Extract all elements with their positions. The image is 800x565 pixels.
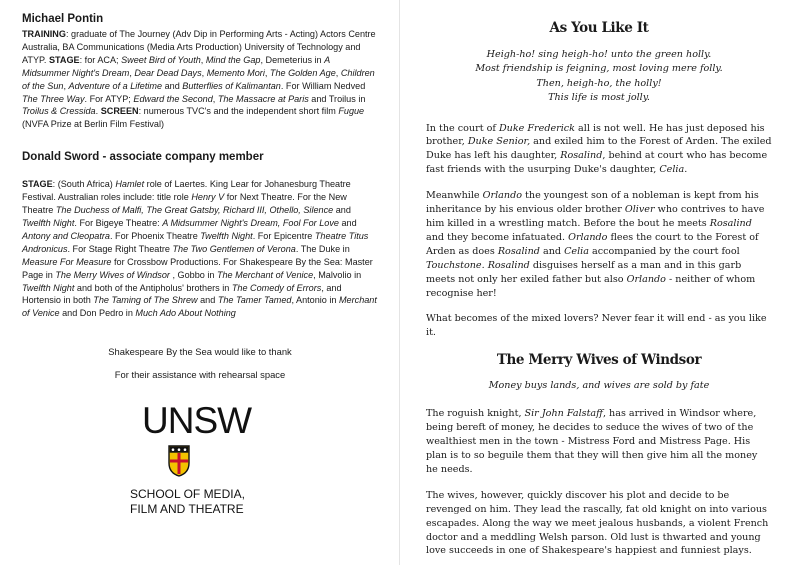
text-run: who contrives to have him killed in a wrestling match. Before the bout he meets — [426, 204, 765, 229]
text-run: - neither of whom recognise her! — [426, 273, 756, 299]
play-title-merry-wives: The Merry Wives of Windsor — [496, 352, 702, 369]
text-run: , — [201, 67, 207, 78]
text-run: , Gobbo in — [169, 269, 217, 280]
text-run: all is not well. He has just deposed his brother, — [426, 122, 765, 148]
right-page — [400, 0, 800, 565]
text-run: A Midsummer Night's Dream, Fool For Love — [162, 217, 339, 228]
text-run: Dear Dead Days — [134, 67, 202, 78]
text-run: . — [481, 259, 488, 271]
text-run: Twelfth Night — [22, 217, 75, 228]
text-run: , and Hortensio in both — [22, 282, 342, 306]
text-run: Duke Frederick — [498, 122, 575, 134]
text-run: Rosalind — [497, 245, 540, 257]
text-run: , — [129, 67, 135, 78]
text-run: and — [338, 217, 357, 228]
text-run: Adventure of a Lifetime — [68, 80, 163, 91]
text-run: Touchstone — [426, 259, 482, 271]
text-run: The Massacre at Paris — [217, 93, 309, 104]
text-run: Celia. — [659, 164, 688, 176]
thanks-line-1: Shakespeare By the Sea would like to thank — [108, 346, 292, 358]
text-run: : graduate of The Journey (Adv Dip in Performing Arts - Acting) Actors Centre Australia, BA Communications (Media Arts Production) University of Technology and ATYP. — [22, 29, 376, 65]
text-run: disguises herself as a man and in this garb meets not only her exiled father but also — [426, 259, 742, 285]
text-run: and both of the Antipholus' brothers in — [74, 282, 232, 293]
text-run: Sweet Bird of Youth — [121, 54, 201, 65]
text-run: . For Epicentre — [252, 230, 315, 241]
text-run: and exiled him to the Forest of Arden. The exiled Duke has left his daughter, — [426, 136, 772, 162]
text-run: The Golden Age — [269, 67, 336, 78]
unsw-faculty-line-1: SCHOOL OF MEDIA, — [130, 487, 245, 501]
text-run: Orlando — [568, 231, 608, 243]
text-run: Rosalind — [560, 150, 603, 162]
text-run: Duke Senior, — [467, 136, 531, 148]
text-run: What becomes of the mixed lovers? Never fear it will end - as you like it. — [426, 313, 767, 339]
text-run: the youngest son of a nobleman is kept from his inheritance by his envious older brother — [426, 190, 759, 216]
text-run: , Malvolio in — [313, 269, 362, 280]
text-run: , — [63, 80, 69, 91]
text-run: . — [95, 106, 101, 117]
text-run: . For Phoenix Theatre — [109, 230, 201, 241]
synopsis-paragraph — [426, 189, 772, 300]
unsw-faculty-line-2: FILM AND THEATRE — [130, 502, 244, 516]
text-run: The Merry Wives of Windsor — [55, 269, 170, 280]
text-run: Butterflies of Kalimantan — [182, 80, 281, 91]
bio-text-donald — [22, 178, 378, 320]
verse-line: This life is most jolly. — [548, 92, 650, 104]
bio-text-michael — [22, 28, 378, 131]
text-run: The Taming of The Shrew — [93, 295, 198, 306]
text-run: Troilus & Cressida — [22, 106, 96, 117]
text-run: , — [200, 54, 206, 65]
bio-name-donald: Donald Sword - associate company member — [22, 151, 264, 164]
text-run: Twelfth Night — [22, 282, 75, 293]
text-run: and Don Pedro in — [59, 308, 136, 319]
text-run: , behind at court who has become fast friends with the usurping Duke's daughter, — [426, 150, 768, 176]
text-run: Children of the Sun — [22, 67, 375, 91]
text-run: (NVFA Prize at Berlin Film Festival) — [22, 119, 164, 130]
unsw-logo — [130, 400, 278, 517]
text-run: and Troilus in — [308, 93, 366, 104]
text-run: Antony and Cleopatra — [22, 230, 110, 241]
text-run: The Two Gentlemen of Verona — [172, 243, 296, 254]
text-run: and they become infatuated. — [426, 231, 569, 243]
synopsis-paragraph — [426, 407, 772, 477]
text-run: Orlando — [482, 190, 522, 202]
text-run: , — [212, 93, 218, 104]
text-run: STAGE — [48, 54, 80, 65]
text-run: A Midsummer Night's Dream — [22, 54, 330, 78]
text-run: Hamlet — [115, 179, 145, 190]
verse-line: Then, heigh-ho, the holly! — [536, 77, 662, 89]
text-run: Rosalind — [487, 259, 530, 271]
synopsis-paragraph — [426, 122, 772, 178]
text-run: . For Bigeye Theatre: — [74, 217, 163, 228]
text-run: SCREEN — [100, 106, 139, 117]
unsw-wordmark: UNSW — [142, 400, 252, 441]
text-run: Much Ado About Nothing — [135, 308, 236, 319]
text-run: Theatre Titus Andronicus — [22, 230, 369, 254]
text-run: flees the court to the Forest of Arden as does — [426, 231, 759, 257]
text-run: . The Duke in — [295, 243, 350, 254]
synopsis-paragraph — [426, 489, 772, 559]
text-run: and — [162, 80, 183, 91]
unsw-crest-icon — [168, 445, 190, 477]
text-run: Mind the Gap — [205, 54, 261, 65]
text-run: Henry V — [191, 192, 225, 203]
text-run: , Antonio in — [291, 295, 339, 306]
text-run: Twelfth Night — [200, 230, 253, 241]
text-run: : for ACA; — [79, 54, 122, 65]
text-run: : (South Africa) — [52, 179, 116, 190]
verse-line: Most friendship is feigning, most loving mere folly. — [475, 63, 723, 75]
text-run: and — [539, 245, 565, 257]
text-run: Memento Mori — [206, 67, 265, 78]
verse-line: Heigh-ho! sing heigh-ho! unto the green holly. — [486, 49, 712, 60]
text-run: In the court of — [426, 122, 499, 134]
text-run: for Next Theatre. For the New Theatre — [22, 192, 347, 216]
text-run: Fugue — [338, 106, 365, 117]
text-run: The Three Way — [22, 93, 85, 104]
text-run: The Merchant of Venice — [216, 269, 314, 280]
text-run: The Duchess of Malfi, The Great Gatsby, Richard III, Othello, Silence — [55, 205, 334, 216]
text-run: The Tamer Tamed — [217, 295, 292, 306]
text-run: , — [264, 67, 270, 78]
bio-name-michael: Michael Pontin — [22, 13, 104, 25]
text-run: The wives, however, quickly discover his plot and decide to be revenged on him. They lead the rascally, fat old knight on into various escapades. Along the way we meet jealous husbands, a violent French doctor and a meddling Welsh parson. Old lust is thwarted and young love succeeds in one of Shakespeare's happiest and funniest plays. — [426, 489, 769, 557]
text-run: . For ATYP; — [84, 93, 134, 104]
text-run: STAGE — [22, 179, 53, 190]
text-run: . For Stage Right Theatre — [67, 243, 173, 254]
text-run: and — [333, 205, 351, 216]
text-run: Sir John Falstaff — [524, 408, 603, 420]
verse-as-you-like-it — [426, 48, 772, 106]
text-run: Merchant of Venice — [22, 295, 377, 319]
text-run: Edward the Second — [133, 93, 213, 104]
text-run: accompanied by the court fool — [588, 245, 740, 257]
text-run: Rosalind — [709, 218, 752, 229]
text-run: TRAINING — [22, 29, 66, 39]
text-run: Orlando — [626, 273, 666, 285]
play-title-as-you-like-it: As You Like It — [549, 20, 649, 36]
text-run: Oliver — [624, 204, 655, 216]
text-run: and — [197, 295, 218, 306]
text-run: The Comedy of Errors — [231, 282, 322, 293]
text-run: , has arrived in Windsor where, being bereft of money, he decides to seduce the wives of two of the wealthiest men in the town - Mistress Ford and Mistress Page. His plan is to so beguile them that they will then give him all the money he needs. — [426, 408, 758, 475]
tagline-merry-wives: Money buys lands, and wives are sold by fate — [488, 380, 710, 392]
text-run: for Crossbow Productions. For Shakespeare By the Sea: Master Page in — [22, 256, 373, 280]
text-run: The roguish knight, — [426, 408, 525, 420]
thanks-line-2: For their assistance with rehearsal space — [114, 369, 286, 381]
text-run: , — [335, 67, 341, 78]
text-run: Measure For Measure — [22, 256, 112, 267]
text-run: Meanwhile — [426, 190, 483, 202]
text-run: , Demeterius in — [260, 54, 325, 65]
text-run: Celia — [564, 245, 589, 257]
text-run: : numerous TVC's and the independent short film — [138, 106, 339, 117]
synopsis-paragraph — [426, 312, 772, 340]
text-run: role of Laertes. King Lear for Johanesburg Theatre Festival. Australian roles include: title role — [22, 179, 351, 203]
text-run: . For William Nedved — [280, 80, 366, 91]
